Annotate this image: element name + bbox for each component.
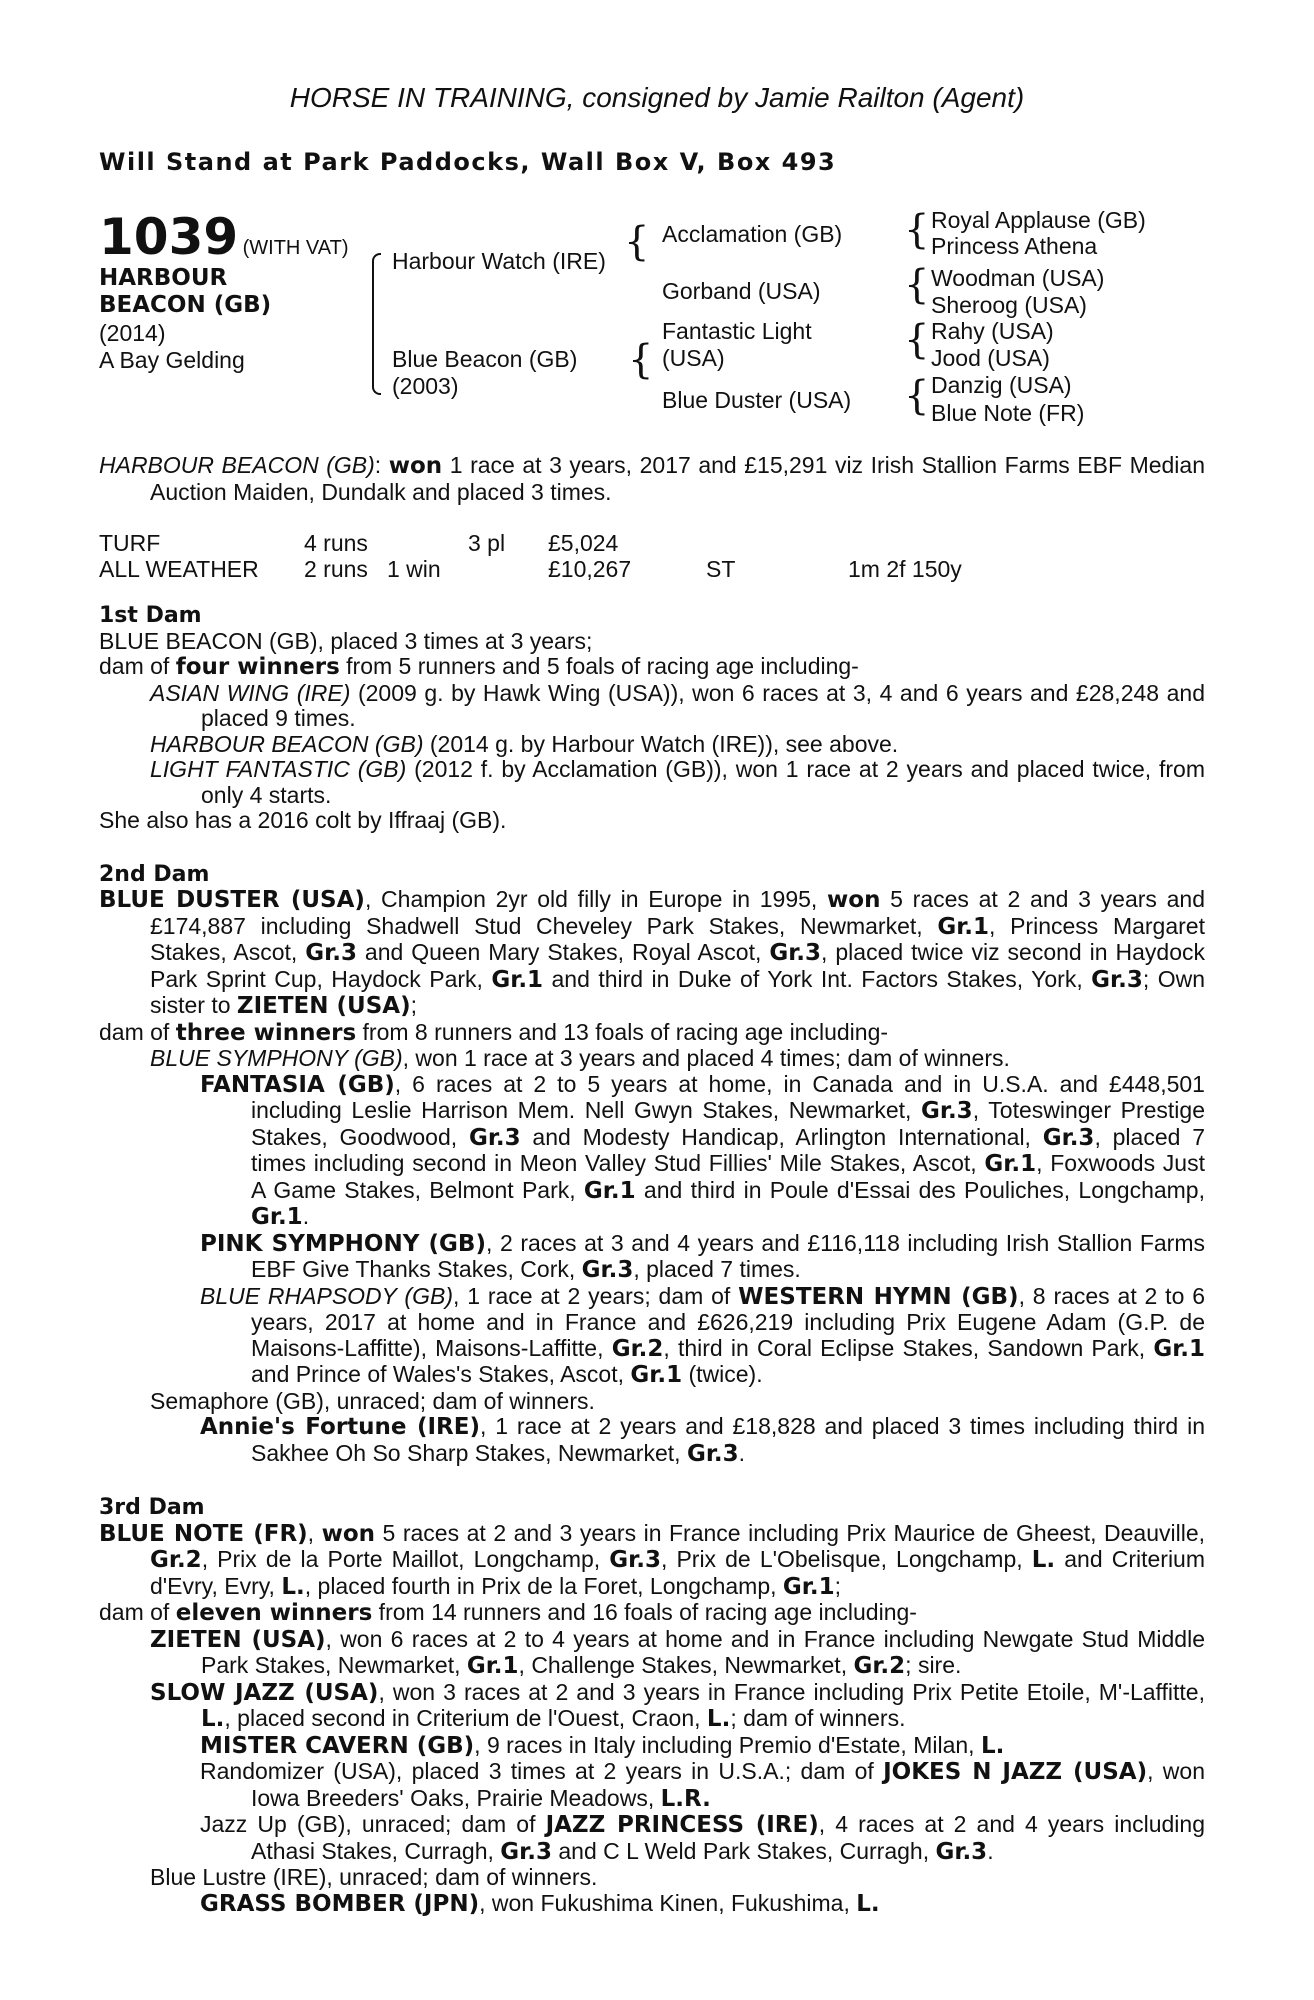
aw-track: ST bbox=[706, 556, 736, 582]
first-dam-heading: 1st Dam bbox=[99, 603, 202, 628]
second-dam-heading: 2nd Dam bbox=[99, 861, 210, 887]
dam-bracket: { bbox=[628, 337, 654, 383]
gen3-bracket-3: { bbox=[904, 317, 930, 363]
gen3-2: Princess Athena bbox=[931, 233, 1098, 259]
summary-horse-name: HARBOUR BEACON (GB) bbox=[99, 452, 375, 478]
summary-text: 1 race at 3 years, 2017 and £15,291 viz Irish Stallion Farms EBF Median Auction Maiden, Dundalk and placed 3 times. bbox=[150, 452, 1206, 505]
pedigree-bracket-bottom bbox=[372, 333, 381, 395]
produce-randomizer: Randomizer (USA), placed 3 times at 2 years in U.S.A.; dam of JOKES N JAZZ (USA), won Iowa Breeders' Oaks, Prairie Meadows, L.R. bbox=[200, 1758, 1205, 1812]
first-dam-also: She also has a 2016 colt by Iffraaj (GB). bbox=[99, 807, 507, 833]
dam-line1: Blue Beacon (GB) bbox=[392, 346, 578, 372]
gen3-4: Sheroog (USA) bbox=[931, 292, 1087, 318]
produce-fantasia: FANTASIA (GB), 6 races at 2 to 5 years at home, in Canada and in U.S.A. and £448,501 including Leslie Harrison Mem. Nell Gwyn Stakes, Newmarket, Gr.3, Toteswinger Prestige Stakes, Goodwood, Gr.3 and Modesty Handicap, Arlington International, Gr.3, placed 7 times including second in Meon Valley Stud Fillies' Mile Stakes, Ascot, Gr.1, Foxwoods Just A Game Stakes, Belmont Park, Gr.1 and third in Poule d'Essai des Pouliches, Longchamp, Gr.1. bbox=[200, 1070, 1205, 1230]
stand-location: Will Stand at Park Paddocks, Wall Box V, Box 493 bbox=[99, 148, 837, 176]
produce-asian-wing: ASIAN WING (IRE) (2009 g. by Hawk Wing (USA)), won 6 races at 3, 4 and 6 years and £28,248 and placed 9 times. bbox=[150, 679, 1205, 731]
turf-runs: 4 runs bbox=[304, 530, 368, 556]
dam-sire-line2: (USA) bbox=[662, 345, 725, 371]
produce-semaphore: Semaphore (GB), unraced; dam of winners. bbox=[150, 1387, 595, 1414]
gen3-bracket-4: { bbox=[904, 373, 930, 419]
third-dam-record: BLUE NOTE (FR), won 5 races at 2 and 3 years in France including Prix Maurice de Gheest, Deauville, Gr.2, Prix de la Porte Maillot, Longchamp, Gr.3, Prix de L'Obelisque, Longchamp, L. and Criterium d'Evry, Evry, L., placed fourth in Prix de la Foret, Longchamp, Gr.1; bbox=[99, 1519, 1206, 1600]
horse-name-line1: HARBOUR bbox=[99, 265, 228, 291]
aw-label: ALL WEATHER bbox=[99, 556, 259, 582]
second-dam-record: BLUE DUSTER (USA), Champion 2yr old filly in Europe in 1995, won 5 races at 2 and 3 years and £174,887 including Shadwell Stud Cheveley Park Stakes, Newmarket, Gr.1, Princess Margaret Stakes, Ascot, Gr.3 and Queen Mary Stakes, Royal Ascot, Gr.3, placed twice viz second in Haydock Park Sprint Cup, Haydock Park, Gr.1 and third in Duke of York Int. Factors Stakes, York, Gr.3; Own sister to ZIETEN (USA); bbox=[99, 886, 1205, 1019]
gen3-5: Rahy (USA) bbox=[931, 318, 1054, 344]
produce-mister-cavern: MISTER CAVERN (GB), 9 races in Italy including Premio d'Estate, Milan, L. bbox=[200, 1731, 1005, 1759]
foaling-year: (2014) bbox=[99, 320, 166, 346]
gen3-3: Woodman (USA) bbox=[931, 265, 1105, 291]
third-dam-heading: 3rd Dam bbox=[99, 1495, 205, 1520]
horse-description: A Bay Gelding bbox=[99, 347, 245, 373]
produce-blue-rhapsody: BLUE RHAPSODY (GB), 1 race at 2 years; dam of WESTERN HYMN (GB), 8 races at 2 to 6 years, 2017 at home and in France and £626,219 including Prix Eugene Adam (G.P. de Maisons-Laffitte), Maisons-Laffitte, Gr.2, third in Coral Eclipse Stakes, Sandown Park, Gr.1 and Prince of Wales's Stakes, Ascot, Gr.1 (twice). bbox=[200, 1282, 1205, 1388]
turf-prize: £5,024 bbox=[548, 530, 619, 556]
produce-grass-bomber: GRASS BOMBER (JPN), won Fukushima Kinen, Fukushima, L. bbox=[200, 1889, 880, 1917]
produce-light-fantastic: LIGHT FANTASTIC (GB) (2012 f. by Acclamation (GB)), won 1 race at 2 years and placed twice, from only 4 starts. bbox=[150, 756, 1205, 808]
summary-won: won bbox=[388, 453, 443, 479]
lot-number-block bbox=[99, 208, 349, 266]
produce-blue-symphony: BLUE SYMPHONY (GB), won 1 race at 3 years and placed 4 times; dam of winners. bbox=[150, 1045, 1010, 1071]
catalogue-header: HORSE IN TRAINING, consigned by Jamie Railton (Agent) bbox=[289, 82, 1025, 113]
produce-pink-symphony: PINK SYMPHONY (GB), 2 races at 3 and 4 years and £116,118 including Irish Stallion Farms EBF Give Thanks Stakes, Cork, Gr.3, placed 7 times. bbox=[200, 1229, 1205, 1283]
produce-zieten: ZIETEN (USA), won 6 races at 2 to 4 years at home and in France including Newgate Stud Middle Park Stakes, Newmarket, Gr.1, Challenge Stakes, Newmarket, Gr.2; sire. bbox=[150, 1625, 1205, 1679]
dam-line2: (2003) bbox=[392, 373, 459, 399]
sire-bracket: { bbox=[624, 219, 650, 265]
produce-jazz-up: Jazz Up (GB), unraced; dam of JAZZ PRINCESS (IRE), 4 races at 2 and 4 years including Athasi Stakes, Curragh, Gr.3 and C L Weld Park Stakes, Curragh, Gr.3. bbox=[200, 1811, 1206, 1865]
produce-harbour-beacon: HARBOUR BEACON (GB) (2014 g. by Harbour Watch (IRE)), see above. bbox=[150, 730, 899, 757]
pedigree-bracket-top bbox=[372, 253, 381, 335]
family-sections bbox=[99, 603, 1205, 1917]
sire-sire: Acclamation (GB) bbox=[662, 221, 843, 247]
first-dam-produce-summary: dam of four winners from 5 runners and 5 foals of racing age including- bbox=[99, 653, 859, 680]
gen3-bracket-2: { bbox=[904, 262, 930, 308]
gen3-8: Blue Note (FR) bbox=[931, 400, 1085, 426]
turf-label: TURF bbox=[99, 530, 161, 556]
dam-dam: Blue Duster (USA) bbox=[662, 387, 852, 413]
gen3-bracket-1: { bbox=[904, 207, 930, 253]
gen3-7: Danzig (USA) bbox=[931, 372, 1072, 398]
aw-wins: 1 win bbox=[387, 556, 441, 582]
race-summary: HARBOUR BEACON (GB): won 1 race at 3 years, 2017 and £15,291 viz Irish Stallion Farms EBF Median Auction Maiden, Dundalk and placed 3 times. bbox=[99, 452, 1206, 505]
produce-slow-jazz: SLOW JAZZ (USA), won 3 races at 2 and 3 years in France including Prix Petite Etoile, M'-Laffitte, L., placed second in Criterium de l'Ouest, Craon, L.; dam of winners. bbox=[150, 1678, 1205, 1732]
sire: Harbour Watch (IRE) bbox=[392, 248, 606, 274]
vat-note: (WITH VAT) bbox=[242, 237, 349, 259]
produce-blue-lustre: Blue Lustre (IRE), unraced; dam of winners. bbox=[150, 1864, 598, 1890]
horse-name-line2: BEACON (GB) bbox=[99, 292, 272, 318]
third-dam-produce-summary: dam of eleven winners from 14 runners and 16 foals of racing age including- bbox=[99, 1599, 917, 1626]
produce-annies-fortune: Annie's Fortune (IRE), 1 race at 2 years and £18,828 and placed 3 times including third in Sakhee Oh So Sharp Stakes, Newmarket, Gr.3. bbox=[200, 1413, 1205, 1467]
sire-dam: Gorband (USA) bbox=[662, 278, 821, 304]
turf-placed: 3 pl bbox=[468, 530, 506, 556]
second-dam-produce-summary: dam of three winners from 8 runners and 13 foals of racing age including- bbox=[99, 1018, 889, 1046]
aw-runs: 2 runs bbox=[304, 556, 368, 582]
gen3-6: Jood (USA) bbox=[931, 345, 1050, 371]
lot-number: 1039 bbox=[99, 208, 239, 266]
aw-prize: £10,267 bbox=[548, 556, 632, 582]
gen3-1: Royal Applause (GB) bbox=[931, 207, 1146, 233]
aw-distance: 1m 2f 150y bbox=[848, 556, 962, 582]
first-dam-record: BLUE BEACON (GB), placed 3 times at 3 years; bbox=[99, 627, 593, 654]
dam-sire-line1: Fantastic Light bbox=[662, 318, 812, 344]
